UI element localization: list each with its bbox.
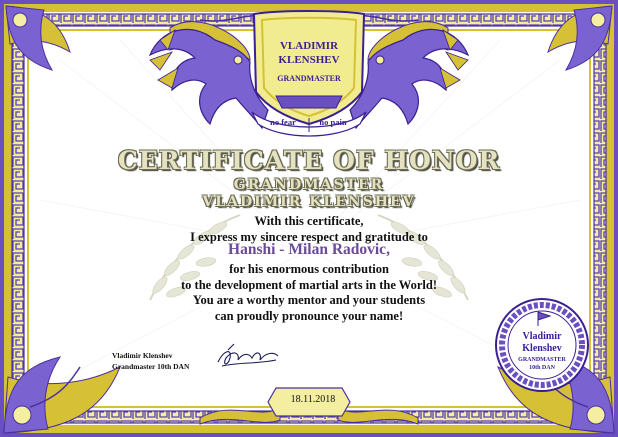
griffin-left-icon xyxy=(150,29,268,128)
certificate-date: 18.11.2018 xyxy=(290,394,336,405)
signatory-block xyxy=(112,350,189,372)
title-name: VLADIMIR KLENSHEV xyxy=(202,194,416,210)
crest-name-line1: VLADIMIR xyxy=(279,40,339,52)
signatory-name: Vladimir Klenshev xyxy=(112,351,173,360)
intro-line-2: I express my sincere respect and gratitude to xyxy=(190,229,428,244)
seal-line1: Vladimir xyxy=(522,331,562,342)
seal-line2: Klenshev xyxy=(522,343,562,354)
recipient-name: Hanshi - Milan Radovic, xyxy=(228,241,390,258)
body-line-2: to the development of martial arts in the World! xyxy=(181,277,437,292)
certificate-title: CERTIFICATE OF HONOR xyxy=(117,146,501,175)
signature-icon xyxy=(218,344,278,366)
signatory-rank: Grandmaster 10th DAN xyxy=(112,362,190,371)
body-line-3: You are a worthy mentor and your students xyxy=(192,293,426,308)
intro-line-1: With this certificate, xyxy=(254,214,364,228)
body-line-1: for his enormous contribution xyxy=(229,262,389,276)
griffin-right-icon xyxy=(350,29,468,128)
crest-shield xyxy=(252,11,366,136)
seal-line3: GRANDMASTER xyxy=(518,357,566,363)
crest-motto-right: no pain xyxy=(319,117,347,127)
crest-name-line2: KLENSHEV xyxy=(278,54,340,66)
crest-rank: GRANDMASTER xyxy=(277,74,341,83)
title-grandmaster: GRANDMASTER xyxy=(233,177,385,193)
crest-motto-left: no fear xyxy=(270,117,296,127)
body-line-4: can proudly pronounce your name! xyxy=(214,308,404,323)
seal-line4: 10th DAN xyxy=(529,365,555,371)
body-text xyxy=(0,262,618,324)
